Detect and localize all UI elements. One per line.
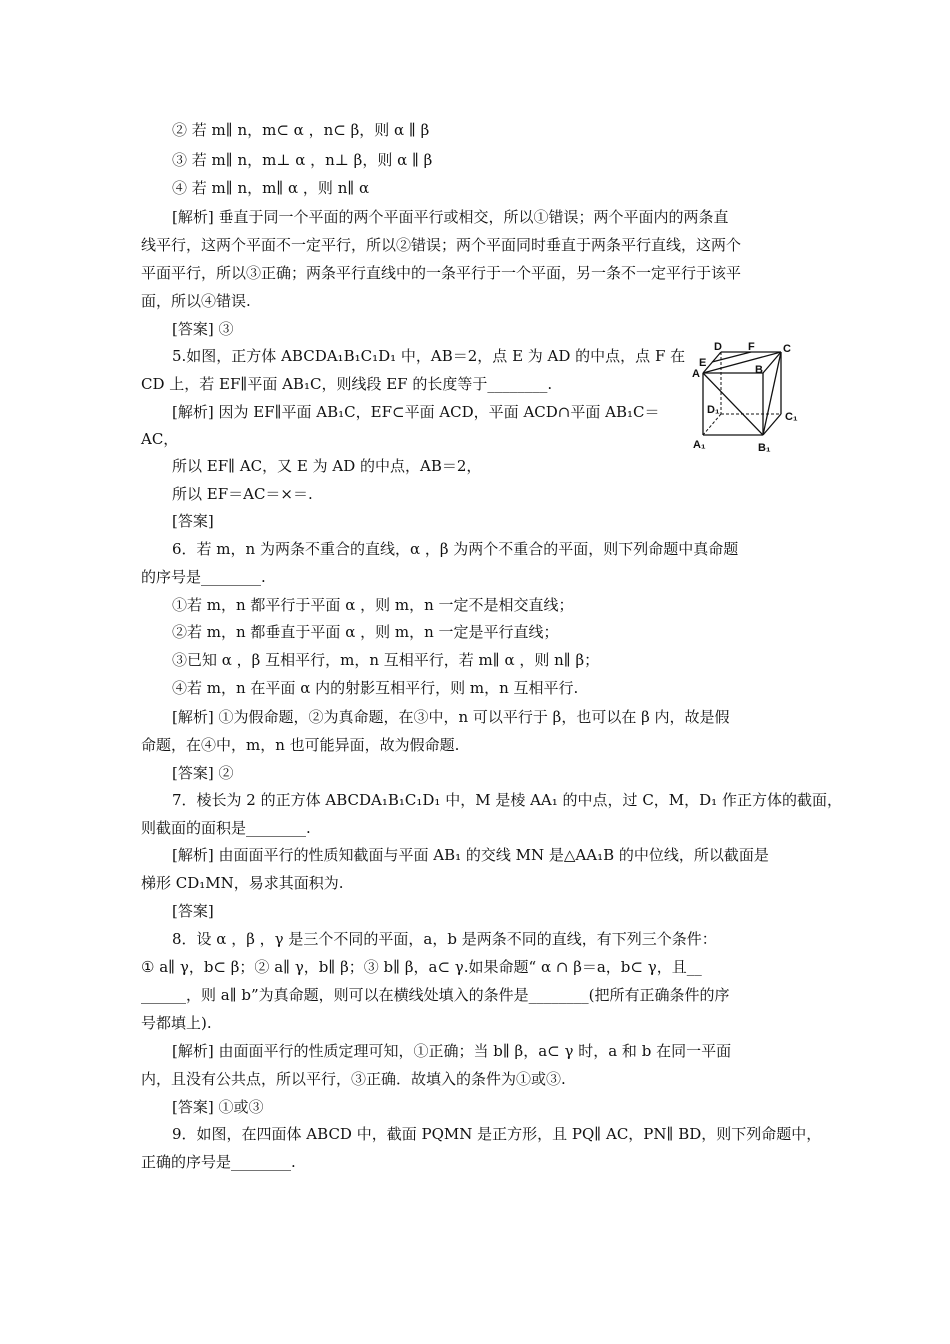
- option-line: ④若 m，n 在平面 α 内的射影互相平行，则 m，n 互相平行.: [172, 679, 579, 697]
- analysis-line: [解析] 由面面平行的性质定理可知，①正确；当 b∥ β，a⊂ γ 时，a 和 b 在同一平面: [172, 1042, 732, 1060]
- label-A: A: [692, 368, 700, 380]
- answer-line: [答案]: [172, 902, 214, 920]
- analysis-line: 平面平行，所以③正确；两条平行直线中的一条平行于一个平面，另一条不一定平行于该平: [141, 264, 742, 282]
- label-A1: A₁: [693, 439, 706, 451]
- diagonal-CB1: [763, 352, 781, 435]
- question-7-cont: 则截面的面积是________.: [141, 819, 311, 837]
- option-line: ③已知 α ，β 互相平行，m，n 互相平行，若 m∥ α ，则 n∥ β；: [172, 651, 600, 669]
- question-8-cont: ① a∥ γ，b⊂ β；② a∥ γ，b∥ β；③ b∥ β，a⊂ γ.如果命题“ α ∩ β＝a，b⊂ γ，且__: [141, 958, 702, 976]
- label-D1: D₁: [707, 404, 720, 416]
- segment-EF: [712, 352, 751, 362]
- label-D: D: [714, 341, 722, 353]
- question-8: 8．设 α ，β ，γ 是三个不同的平面，a，b 是两条不同的直线，有下列三个条件：: [172, 930, 717, 948]
- analysis-line: 梯形 CD₁MN，易求其面积为.: [141, 874, 344, 892]
- cube-figure: [690, 340, 820, 460]
- question-6: 6．若 m，n 为两条不重合的直线，α ，β 为两个不重合的平面，则下列命题中真命题: [172, 540, 739, 558]
- label-C1: C₁: [785, 411, 798, 423]
- analysis-line: [解析] 因为 EF∥平面 AB₁C，EF⊂平面 ACD，平面 ACD∩平面 AB₁C＝: [172, 403, 660, 421]
- analysis-line: [解析] 由面面平行的性质知截面与平面 AB₁ 的交线 MN 是△AA₁B 的中位线，所以截面是: [172, 846, 769, 864]
- label-B1: B₁: [758, 442, 771, 454]
- analysis-line: 所以 EF＝AC＝×＝.: [172, 485, 313, 503]
- analysis-line: 线平行，这两个平面不一定平行，所以②错误；两个平面同时垂直于两条平行直线，这两个: [141, 236, 742, 254]
- analysis-line: 命题，在④中，m，n 也可能异面，故为假命题.: [141, 736, 460, 754]
- answer-line: [答案]: [172, 512, 214, 530]
- proposition-3: ③ 若 m∥ n，m⊥ α ，n⊥ β，则 α ∥ β: [172, 151, 433, 169]
- answer-line: [答案] ②: [172, 764, 234, 782]
- question-9: 9．如图，在四面体 ABCD 中，截面 PQMN 是正方形，且 PQ∥ AC，PN∥ BD，则下列命题中，: [172, 1125, 822, 1143]
- question-6-cont: 的序号是________.: [141, 568, 266, 586]
- option-line: ①若 m，n 都平行于平面 α ，则 m，n 一定不是相交直线；: [172, 596, 574, 614]
- diagonal-AC: [703, 352, 781, 373]
- label-F: F: [748, 341, 755, 353]
- label-E: E: [699, 357, 707, 369]
- analysis-line: 所以 EF∥ AC，又 E 为 AD 的中点，AB＝2，: [172, 457, 482, 475]
- label-C: C: [783, 343, 791, 355]
- analysis-line: AC，: [141, 430, 179, 448]
- question-9-cont: 正确的序号是________.: [141, 1153, 296, 1171]
- proposition-2: ② 若 m∥ n，m⊂ α ，n⊂ β，则 α ∥ β: [172, 121, 430, 139]
- proposition-4: ④ 若 m∥ n，m∥ α ，则 n∥ α: [172, 179, 370, 197]
- label-B: B: [755, 364, 763, 376]
- option-line: ②若 m，n 都垂直于平面 α ，则 m，n 一定是平行直线；: [172, 623, 559, 641]
- question-5: 5.如图，正方体 ABCDA₁B₁C₁D₁ 中，AB＝2，点 E 为 AD 的中点，点 F 在: [172, 347, 686, 365]
- answer-line: [答案] ③: [172, 320, 234, 338]
- question-8-cont: 号都填上).: [141, 1014, 212, 1032]
- question-5-cont: CD 上，若 EF∥平面 AB₁C，则线段 EF 的长度等于________.: [141, 375, 553, 393]
- analysis-line: 内，且没有公共点，所以平行，③正确．故填入的条件为①或③.: [141, 1070, 566, 1088]
- analysis-line: 面，所以④错误.: [141, 292, 251, 310]
- question-8-cont: ______，则 a∥ b”为真命题，则可以在横线处填入的条件是________(把所有正确条件的序: [141, 986, 730, 1004]
- question-7: 7．棱长为 2 的正方体 ABCDA₁B₁C₁D₁ 中，M 是棱 AA₁ 的中点，过 C，M，D₁ 作正方体的截面，: [172, 791, 842, 809]
- analysis-line: [解析] 垂直于同一个平面的两个平面平行或相交，所以①错误；两个平面内的两条直: [172, 208, 729, 226]
- analysis-line: [解析] ①为假命题，②为真命题，在③中，n 可以平行于 β，也可以在 β 内，故是假: [172, 708, 730, 726]
- answer-line: [答案] ①或③: [172, 1098, 264, 1116]
- hidden-edge: [703, 414, 721, 435]
